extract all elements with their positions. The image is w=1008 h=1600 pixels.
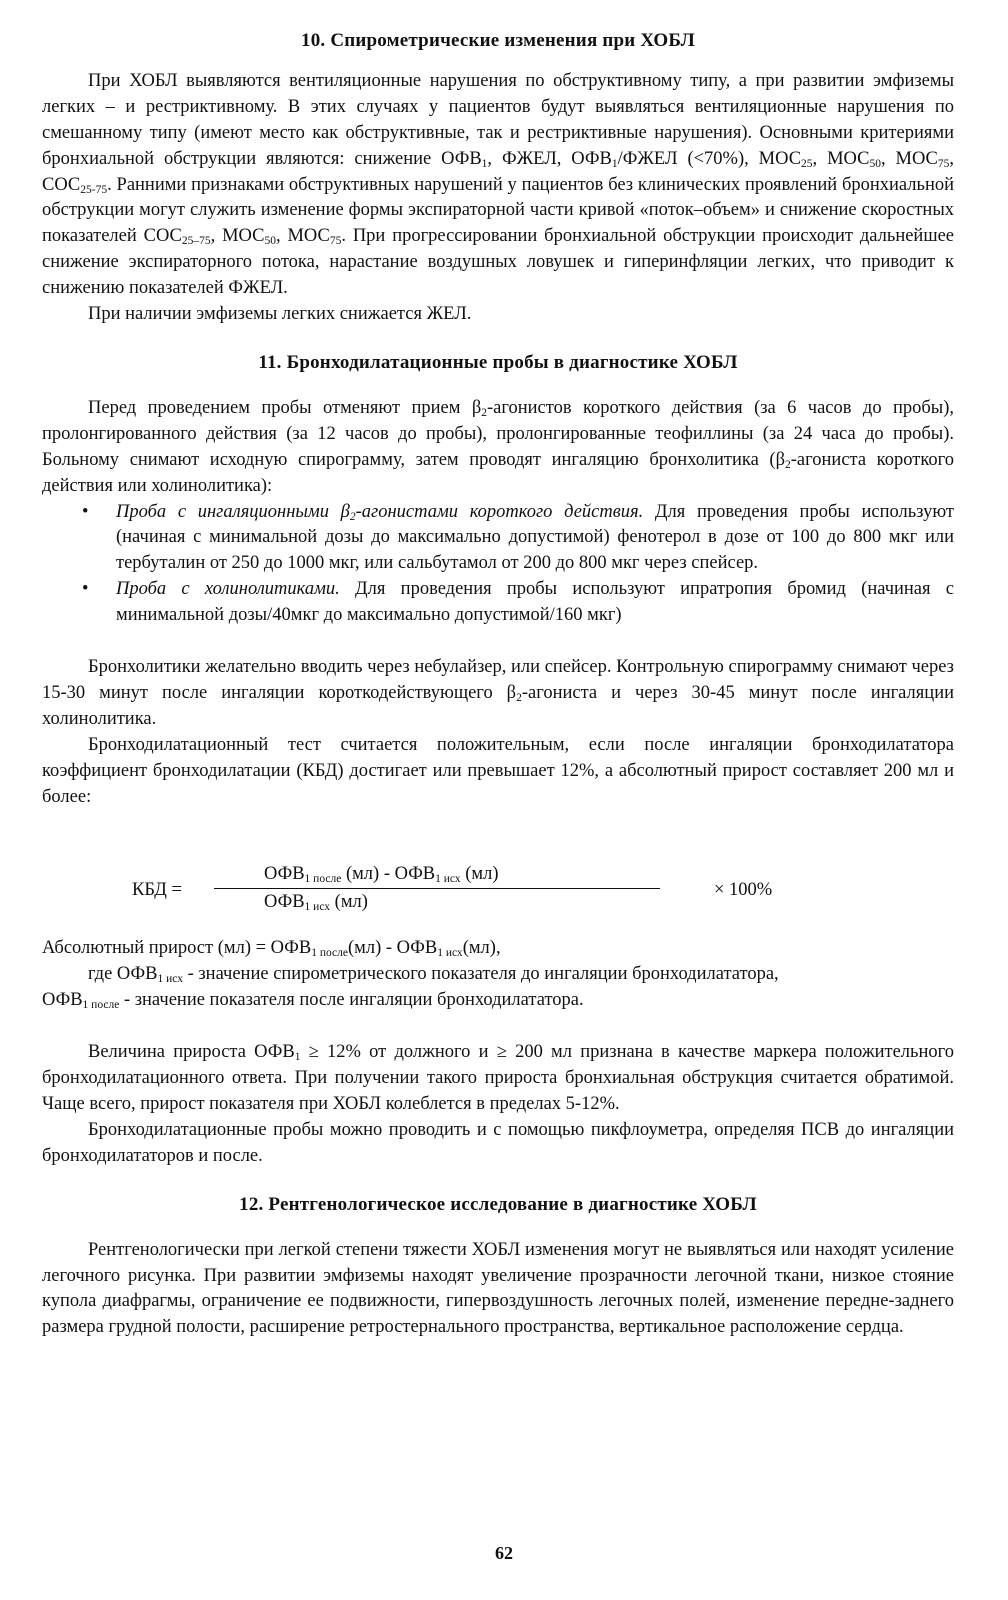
fraction-bar (214, 888, 660, 889)
section-11-paragraph-1: Перед проведением пробы отменяют прием $\beta_2$-агонистов короткого действия (за 6 часов до пробы), пролонгированного действия (за 12 часов до пробы), пролонгированные теофиллины (за 24 часа до пробы). Больному снимают исходную спирограмму, затем проводят ингаляцию бронхолитика ($\beta_2$-агониста короткого действия или холинолитика): (42, 397, 955, 496)
section-12-title: 12. Рентгенологическое исследование в диагностике ХОБЛ (239, 1193, 757, 1215)
formula-multiplier: × 100% (714, 880, 773, 901)
section-12-paragraph-1: Рентгенологически при легкой степени тяжести ХОБЛ изменения могут не выявляться или находят усиление легочного рисунка. При развитии эмфиземы находят увеличение прозрачности легочной ткани, низкое стояние купола диафрагмы, ограничение ее подвижности, гипервоздушность легочных полей, изменение передне-заднего размера грудной полости, расширение ретростернального пространства, вертикальное расположение сердца. (42, 1239, 954, 1338)
section-11-paragraph-5: Бронходилатационные пробы можно проводить и с помощью пикфлоуметра, определяя ПСВ до ингаляции бронходилататоров и после. (42, 1119, 954, 1166)
formula-denominator: $ОФВ_{1 исх}$ (мл) (264, 892, 368, 914)
page-content (42, 28, 954, 1341)
section-11-title: 11. Бронходилатационные пробы в диагностике ХОБЛ (258, 351, 738, 373)
bullet-list (42, 500, 954, 630)
list-item: • Проба с холинолитиками. Для проведения пробы используют ипратропия бромид (начиная с минимальной дозы/40мкг до максимально допустимой/160 мкг) (82, 579, 954, 626)
formula-legend-2: $ОФВ_{1 после}$ - значение показателя после ингаляции бронходилататора. (42, 990, 584, 1012)
section-10-paragraph-1: При ХОБЛ выявляются вентиляционные нарушения по обструктивному типу, а при развитии эмфиземы легких – и рестриктивному. В этих случаях у пациентов будут выявляться вентиляционные нарушения по смешанному типу (имеют место как обструктивные, так и рестриктивные нарушения). Основными критериями бронхиальной обструкции являются: снижение $ОФВ_1$, ФЖЕЛ, $ОФВ_1$/ФЖЕЛ (<70%), $МОС_{25}$, $МОС_{50}$, $МОС_{75}$, $СОС_{25-75}$. Ранними признаками обструктивных нарушений у пациентов без клинических проявлений бронхиальной обструкции могут служить изменение формы экспираторной части кривой «поток–объем» и снижение скоростных показателей $СОС_{25-75}$, $МОС_{50}$, $МОС_{75}$. При прогрессировании бронхиальной обструкции происходит дальнейшее снижение экспираторного потока, нарастание воздушных ловушек и гиперинфляции легких, что приводит к снижению показателей ФЖЕЛ. (42, 70, 955, 299)
section-11-paragraph-3: Бронходилатационный тест считается положительным, если после ингаляции бронходилататора коэффициент бронходилатации (КБД) достигает или превышает 12%, а абсолютный прирост составляет 200 мл и более: (42, 734, 954, 807)
bullet-marker: • (82, 579, 89, 600)
formula-lhs: КБД = (132, 880, 182, 901)
section-10-paragraph-2: При наличии эмфиземы легких снижается ЖЕЛ. (88, 304, 472, 325)
formula-numerator: $ОФВ_{1 после}$ $(мл) - ОФВ_{1 исх}$ (мл) (264, 864, 499, 886)
section-11-paragraph-4: Величина прироста $ОФВ_1 \ge 12\%$ от должного и ≥ 200 мл признана в качестве маркера положительного бронходилатационного ответа. При получении такого прироста бронхиальная обструкция считается обратимой. Чаще всего, прирост показателя при ХОБЛ колеблется в пределах 5-12%. (42, 1042, 954, 1114)
absolute-gain-formula: Абсолютный прирост $(мл) = ОФВ_{1 после}(мл) - ОФВ_{1 исх}(мл)$, (42, 938, 501, 960)
list-item: • Проба с ингаляционными $\beta_2$-агонистами короткого действия. Для проведения пробы используют (начиная с минимальной дозы до максимально допустимой) фенотерол в дозе от 100 до 800 мкг или тербуталин от 250 до 1000 мкг, или сальбутамол от 200 до 800 мкг через спейсер. (82, 501, 954, 574)
section-11-paragraph-2: Бронхолитики желательно вводить через небулайзер, или спейсер. Контрольную спирограмму снимают через 15-30 минут после ингаляции короткодействующего $\beta_2$-агониста и через 30-45 минут после ингаляции холинолитика. (42, 657, 955, 729)
formula-legend-1: где $ОФВ_{1 исх}$ - значение спирометрического показателя до ингаляции бронходилататора, (88, 964, 779, 986)
section-10-title: 10. Спирометрические изменения при ХОБЛ (301, 30, 695, 51)
page-number: 62 (495, 1543, 513, 1563)
kbd-formula (42, 862, 954, 922)
bullet-marker: • (82, 501, 89, 522)
